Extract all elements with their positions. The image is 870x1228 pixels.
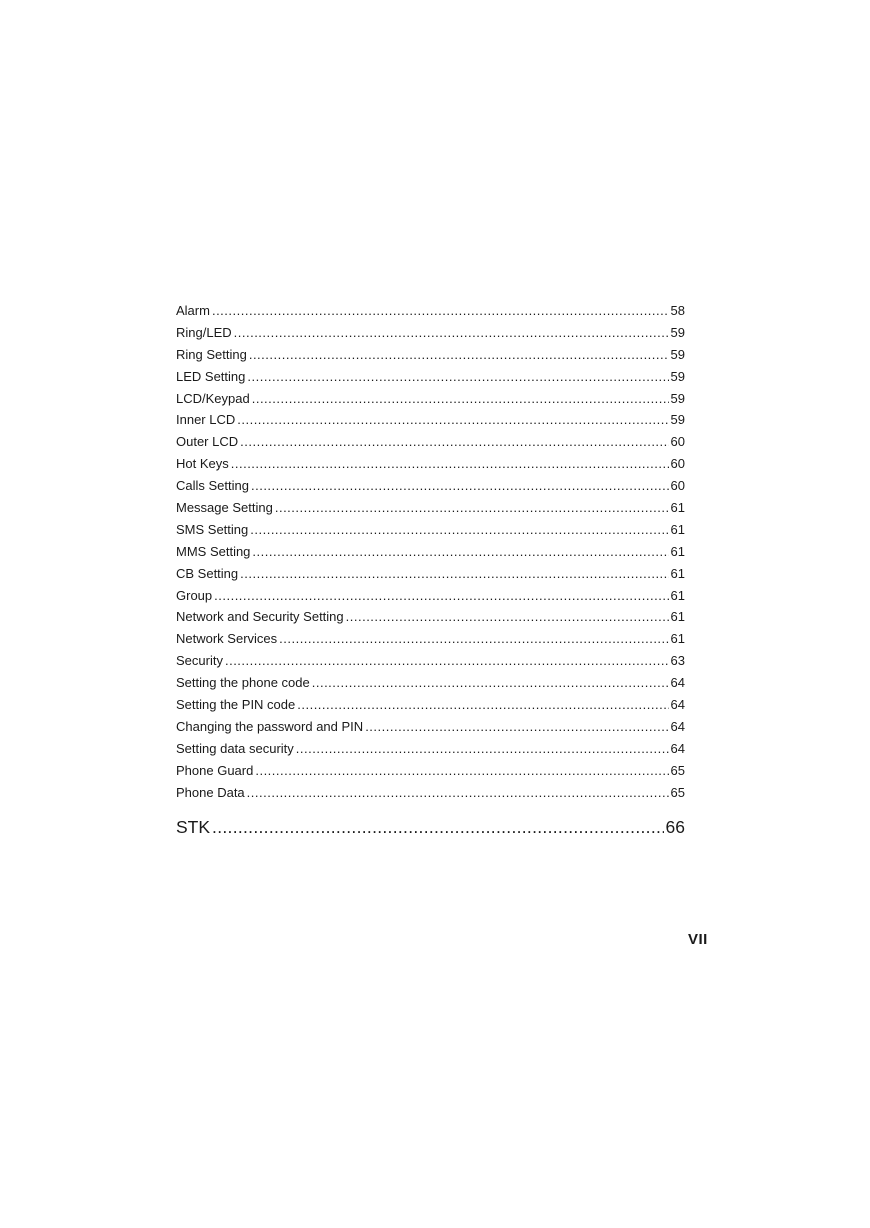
toc-entry[interactable]: [176, 409, 685, 431]
toc-leader-dots: [255, 760, 668, 782]
toc-entry-label: LED Setting: [176, 368, 246, 384]
toc-leader-dots: [279, 628, 668, 650]
toc-entry-label: Changing the password and PIN: [176, 718, 364, 734]
toc-entry-page: 64: [670, 675, 685, 691]
toc-entry[interactable]: [176, 628, 685, 650]
toc-entry-label: CB Setting: [176, 565, 239, 581]
toc-leader-dots: [237, 409, 668, 431]
toc-entry-page: 61: [670, 500, 685, 516]
toc-entry-label: Outer LCD: [176, 434, 239, 450]
toc-leader-dots: [365, 716, 668, 738]
toc-entry-page: 59: [670, 368, 685, 384]
toc-entry[interactable]: [176, 694, 685, 716]
toc-entry[interactable]: [176, 650, 685, 672]
toc-chapter-page: 66: [665, 817, 685, 838]
toc-leader-dots: [346, 606, 669, 628]
toc-leader-dots: [225, 650, 669, 672]
toc-entry[interactable]: [176, 388, 685, 410]
toc-entry-label: Message Setting: [176, 500, 273, 516]
toc-entry-page: 64: [670, 740, 685, 756]
toc-entry[interactable]: [176, 541, 685, 563]
toc-entry-page: 61: [670, 587, 685, 603]
toc-leader-dots: [296, 738, 669, 760]
toc-entry-label: Setting the PIN code: [176, 697, 296, 713]
toc-entry-page: 60: [670, 434, 685, 450]
toc-entry-label: Setting the phone code: [176, 675, 310, 691]
toc-entry-label: Ring Setting: [176, 346, 247, 362]
toc-entry-label: Ring/LED: [176, 324, 232, 340]
toc-entry-page: 59: [670, 412, 685, 428]
toc-leader-dots: [251, 475, 669, 497]
toc-entry[interactable]: [176, 563, 685, 585]
toc-leader-dots: [247, 782, 669, 804]
toc-entry[interactable]: [176, 453, 685, 475]
toc-leader-dots: [252, 388, 669, 410]
toc-entry-label: SMS Setting: [176, 521, 249, 537]
toc-entry-label: Hot Keys: [176, 456, 229, 472]
toc-entry-label: Network Services: [176, 631, 278, 647]
toc-entry[interactable]: [176, 366, 685, 388]
toc-entry-label: Phone Guard: [176, 762, 254, 778]
toc-leader-dots: [240, 563, 668, 585]
toc-entry-label: Security: [176, 653, 223, 669]
toc-leader-dots: [212, 814, 663, 840]
toc-entry[interactable]: [176, 738, 685, 760]
toc-entry-label: MMS Setting: [176, 543, 251, 559]
page-number: VII: [688, 931, 708, 948]
toc-leader-dots: [231, 453, 669, 475]
toc-entry-page: 61: [670, 521, 685, 537]
toc-entry-page: 60: [670, 456, 685, 472]
toc-leader-dots: [249, 344, 669, 366]
toc-leader-dots: [297, 694, 668, 716]
toc-entry-page: 64: [670, 718, 685, 734]
toc-leader-dots: [247, 366, 668, 388]
toc-entry[interactable]: [176, 344, 685, 366]
toc-leader-dots: [275, 497, 669, 519]
toc-entry-label: Setting data security: [176, 740, 294, 756]
toc-leader-dots: [240, 431, 668, 453]
toc-entry-page: 61: [670, 565, 685, 581]
toc-entry-page: 61: [670, 631, 685, 647]
toc-entry-page: 61: [670, 543, 685, 559]
toc-entry-page: 65: [670, 762, 685, 778]
toc-entry-label: Phone Data: [176, 784, 245, 800]
toc-entry-label: Network and Security Setting: [176, 609, 344, 625]
toc-entry[interactable]: [176, 431, 685, 453]
toc-leader-dots: [212, 300, 669, 322]
toc-entry[interactable]: [176, 497, 685, 519]
toc-leader-dots: [312, 672, 669, 694]
toc-entry-label: LCD/Keypad: [176, 390, 250, 406]
toc-entry-label: Group: [176, 587, 213, 603]
table-of-contents: [176, 300, 685, 840]
toc-entry[interactable]: [176, 519, 685, 541]
toc-entry[interactable]: [176, 760, 685, 782]
toc-entry-page: 59: [670, 346, 685, 362]
toc-entry-page: 61: [670, 609, 685, 625]
toc-entry-page: 65: [670, 784, 685, 800]
toc-entry-page: 59: [670, 324, 685, 340]
toc-entry[interactable]: [176, 782, 685, 804]
toc-leader-dots: [214, 585, 668, 607]
toc-leader-dots: [234, 322, 669, 344]
toc-entry-page: 59: [670, 390, 685, 406]
toc-entry-page: 64: [670, 697, 685, 713]
toc-entry[interactable]: [176, 585, 685, 607]
toc-entry-label: Inner LCD: [176, 412, 236, 428]
toc-entry[interactable]: [176, 475, 685, 497]
toc-chapter-entry[interactable]: [176, 814, 685, 840]
toc-leader-dots: [252, 541, 668, 563]
toc-chapter-label: STK: [176, 817, 211, 838]
toc-entry[interactable]: [176, 300, 685, 322]
toc-leader-dots: [250, 519, 668, 541]
toc-entry-page: 63: [670, 653, 685, 669]
toc-entry-label: Calls Setting: [176, 478, 249, 494]
toc-entry-page: 58: [670, 303, 685, 318]
toc-entry[interactable]: [176, 322, 685, 344]
toc-entry[interactable]: [176, 716, 685, 738]
toc-entry[interactable]: [176, 606, 685, 628]
toc-entry-page: 60: [670, 478, 685, 494]
toc-entry[interactable]: [176, 672, 685, 694]
toc-entry-label: Alarm: [176, 303, 210, 318]
